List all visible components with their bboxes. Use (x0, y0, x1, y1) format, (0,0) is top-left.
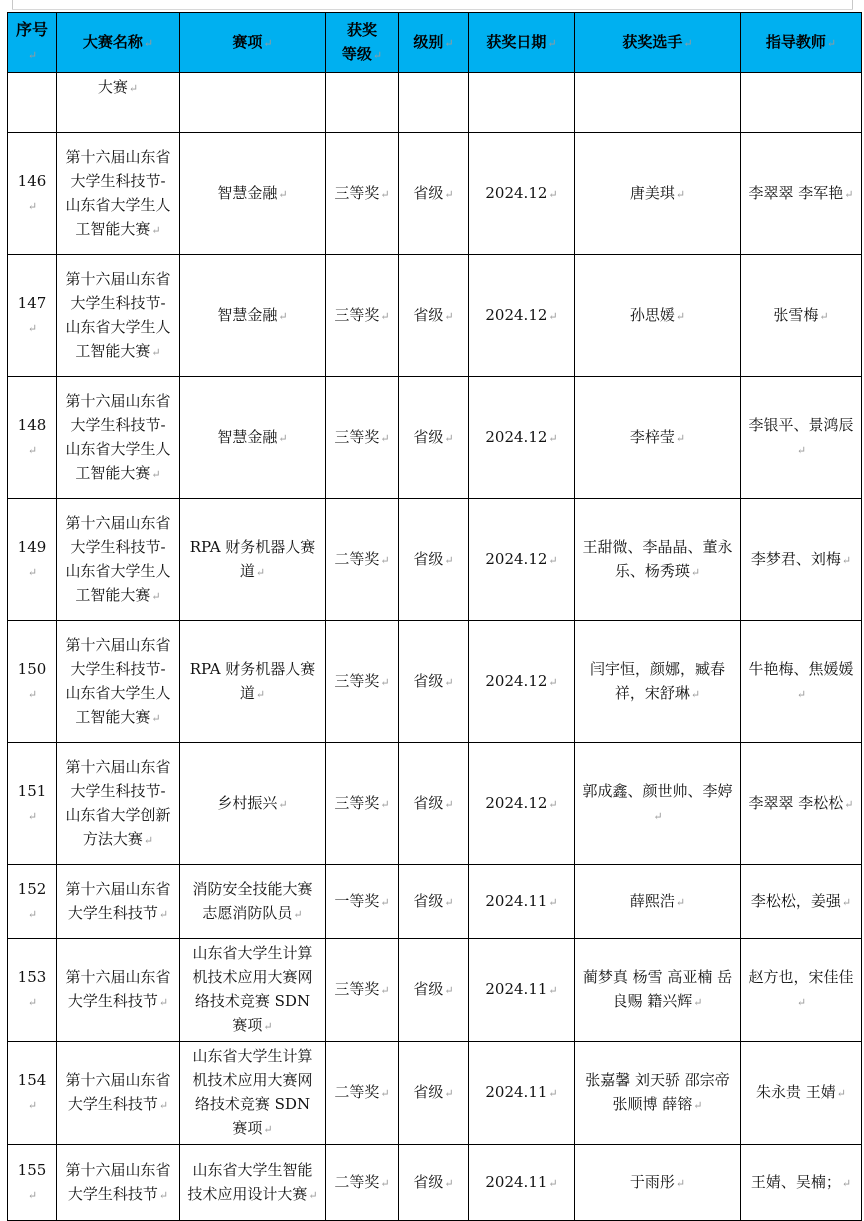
cell-grade: 省级↵ (399, 865, 469, 939)
cell-advisors (741, 73, 862, 133)
cell-date (469, 73, 575, 133)
cell-level: 三等奖↵ (326, 255, 399, 377)
cell-grade (399, 73, 469, 133)
cell-level: 三等奖↵ (326, 377, 399, 499)
cell-contest: 第十六届山东省大学生科技节↵ (57, 1145, 180, 1221)
cell-winners: 郭成鑫、颜世帅、李婷↵ (575, 743, 741, 865)
cell-seq: 155↵ (8, 1145, 57, 1221)
cell-contest: 第十六届山东省大学生科技节-山东省大学创新方法大赛↵ (57, 743, 180, 865)
cell-grade: 省级↵ (399, 1145, 469, 1221)
page-margin-mark-right (852, 0, 853, 9)
cell-contest: 第十六届山东省大学生科技节-山东省大学生人工智能大赛↵ (57, 133, 180, 255)
table-row (8, 621, 862, 743)
cell-contest: 第十六届山东省大学生科技节-山东省大学生人工智能大赛↵ (57, 621, 180, 743)
cell-date: 2024.12↵ (469, 377, 575, 499)
table-row (8, 499, 862, 621)
cell-seq: 148↵ (8, 377, 57, 499)
cell-winners: 孙思媛↵ (575, 255, 741, 377)
header-level: 获奖等级↵ (326, 13, 399, 73)
cell-contest: 第十六届山东省大学生科技节-山东省大学生人工智能大赛↵ (57, 377, 180, 499)
cell-event: 智慧金融↵ (180, 255, 326, 377)
cell-seq: 146↵ (8, 133, 57, 255)
cell-date: 2024.12↵ (469, 743, 575, 865)
cell-advisors: 李翠翠 李松松↵ (741, 743, 862, 865)
cell-advisors: 李翠翠 李军艳↵ (741, 133, 862, 255)
table-row (8, 1145, 862, 1221)
cell-event: 智慧金融↵ (180, 377, 326, 499)
table-row (8, 255, 862, 377)
cell-advisors: 赵方也，宋佳佳↵ (741, 939, 862, 1042)
cell-seq: 151↵ (8, 743, 57, 865)
cell-winners (575, 73, 741, 133)
cell-grade: 省级↵ (399, 255, 469, 377)
cell-winners: 薛熙浩↵ (575, 865, 741, 939)
cell-seq: 153↵ (8, 939, 57, 1042)
header-grade: 级别↵ (399, 13, 469, 73)
awards-table (7, 12, 862, 1221)
cell-level: 三等奖↵ (326, 133, 399, 255)
cell-date: 2024.11↵ (469, 939, 575, 1042)
cell-winners: 于雨彤↵ (575, 1145, 741, 1221)
cell-seq: 152↵ (8, 865, 57, 939)
cell-winners: 张嘉馨 刘天骄 邵宗帝 张顺博 薛镕↵ (575, 1042, 741, 1145)
table-row (8, 939, 862, 1042)
cell-date: 2024.12↵ (469, 499, 575, 621)
cell-contest: 第十六届山东省大学生科技节-山东省大学生人工智能大赛↵ (57, 499, 180, 621)
header-contest: 大赛名称↵ (57, 13, 180, 73)
cell-grade: 省级↵ (399, 499, 469, 621)
cell-event: 山东省大学生计算机技术应用大赛网络技术竞赛 SDN 赛项↵ (180, 939, 326, 1042)
cell-event: 山东省大学生计算机技术应用大赛网络技术竞赛 SDN 赛项↵ (180, 1042, 326, 1145)
table-row (8, 743, 862, 865)
cell-level: 一等奖↵ (326, 865, 399, 939)
header-date: 获奖日期↵ (469, 13, 575, 73)
page-margin-mark-left (12, 0, 13, 9)
cell-advisors: 张雪梅↵ (741, 255, 862, 377)
cell-winners: 李梓莹↵ (575, 377, 741, 499)
cell-level (326, 73, 399, 133)
cell-event: 消防安全技能大赛志愿消防队员↵ (180, 865, 326, 939)
cell-level: 三等奖↵ (326, 621, 399, 743)
cell-date: 2024.12↵ (469, 133, 575, 255)
cell-winners: 闫宇恒，颜娜，臧春祥，宋舒琳↵ (575, 621, 741, 743)
table-row (8, 133, 862, 255)
cell-advisors: 李银平、景鸿辰↵ (741, 377, 862, 499)
table-row (8, 73, 862, 133)
cell-level: 三等奖↵ (326, 939, 399, 1042)
cell-winners: 王甜微、李晶晶、董永乐、杨秀瑛↵ (575, 499, 741, 621)
cell-grade: 省级↵ (399, 377, 469, 499)
cell-contest: 第十六届山东省大学生科技节↵ (57, 1042, 180, 1145)
cell-advisors: 李松松，姜强↵ (741, 865, 862, 939)
cell-event: RPA 财务机器人赛道↵ (180, 499, 326, 621)
table-row (8, 377, 862, 499)
table-row (8, 865, 862, 939)
header-advisors: 指导教师↵ (741, 13, 862, 73)
cell-date: 2024.11↵ (469, 1145, 575, 1221)
cell-event: 乡村振兴↵ (180, 743, 326, 865)
cell-date: 2024.11↵ (469, 1042, 575, 1145)
cell-grade: 省级↵ (399, 743, 469, 865)
cell-date: 2024.11↵ (469, 865, 575, 939)
cell-winners: 唐美琪↵ (575, 133, 741, 255)
cell-level: 二等奖↵ (326, 1042, 399, 1145)
cell-grade: 省级↵ (399, 133, 469, 255)
header-seq: 序号↵ (8, 13, 57, 73)
cell-winners: 蔺梦真 杨雪 高亚楠 岳良赐 籍兴辉↵ (575, 939, 741, 1042)
cell-grade: 省级↵ (399, 621, 469, 743)
cell-advisors: 王婧、吴楠；↵ (741, 1145, 862, 1221)
cell-seq: 147↵ (8, 255, 57, 377)
header-event: 赛项↵ (180, 13, 326, 73)
cell-seq: 149↵ (8, 499, 57, 621)
header-winners: 获奖选手↵ (575, 13, 741, 73)
cell-contest: 第十六届山东省大学生科技节↵ (57, 865, 180, 939)
cell-seq: 150↵ (8, 621, 57, 743)
cell-advisors: 朱永贵 王婧↵ (741, 1042, 862, 1145)
cell-advisors: 牛艳梅、焦媛媛↵ (741, 621, 862, 743)
cell-seq: 154↵ (8, 1042, 57, 1145)
table-header-row (8, 13, 862, 73)
cell-event: 山东省大学生智能技术应用设计大赛↵ (180, 1145, 326, 1221)
page-top-rule (12, 9, 853, 10)
cell-grade: 省级↵ (399, 939, 469, 1042)
cell-date: 2024.12↵ (469, 255, 575, 377)
cell-level: 二等奖↵ (326, 1145, 399, 1221)
cell-contest: 第十六届山东省大学生科技节-山东省大学生人工智能大赛↵ (57, 255, 180, 377)
cell-event: 智慧金融↵ (180, 133, 326, 255)
cell-date: 2024.12↵ (469, 621, 575, 743)
cell-level: 二等奖↵ (326, 499, 399, 621)
cell-event: RPA 财务机器人赛道↵ (180, 621, 326, 743)
cell-seq (8, 73, 57, 133)
cell-event (180, 73, 326, 133)
cell-level: 三等奖↵ (326, 743, 399, 865)
cell-advisors: 李梦君、刘梅↵ (741, 499, 862, 621)
cell-grade: 省级↵ (399, 1042, 469, 1145)
cell-contest: 第十六届山东省大学生科技节↵ (57, 939, 180, 1042)
cell-contest: 大赛↵ (57, 73, 180, 133)
table-row (8, 1042, 862, 1145)
